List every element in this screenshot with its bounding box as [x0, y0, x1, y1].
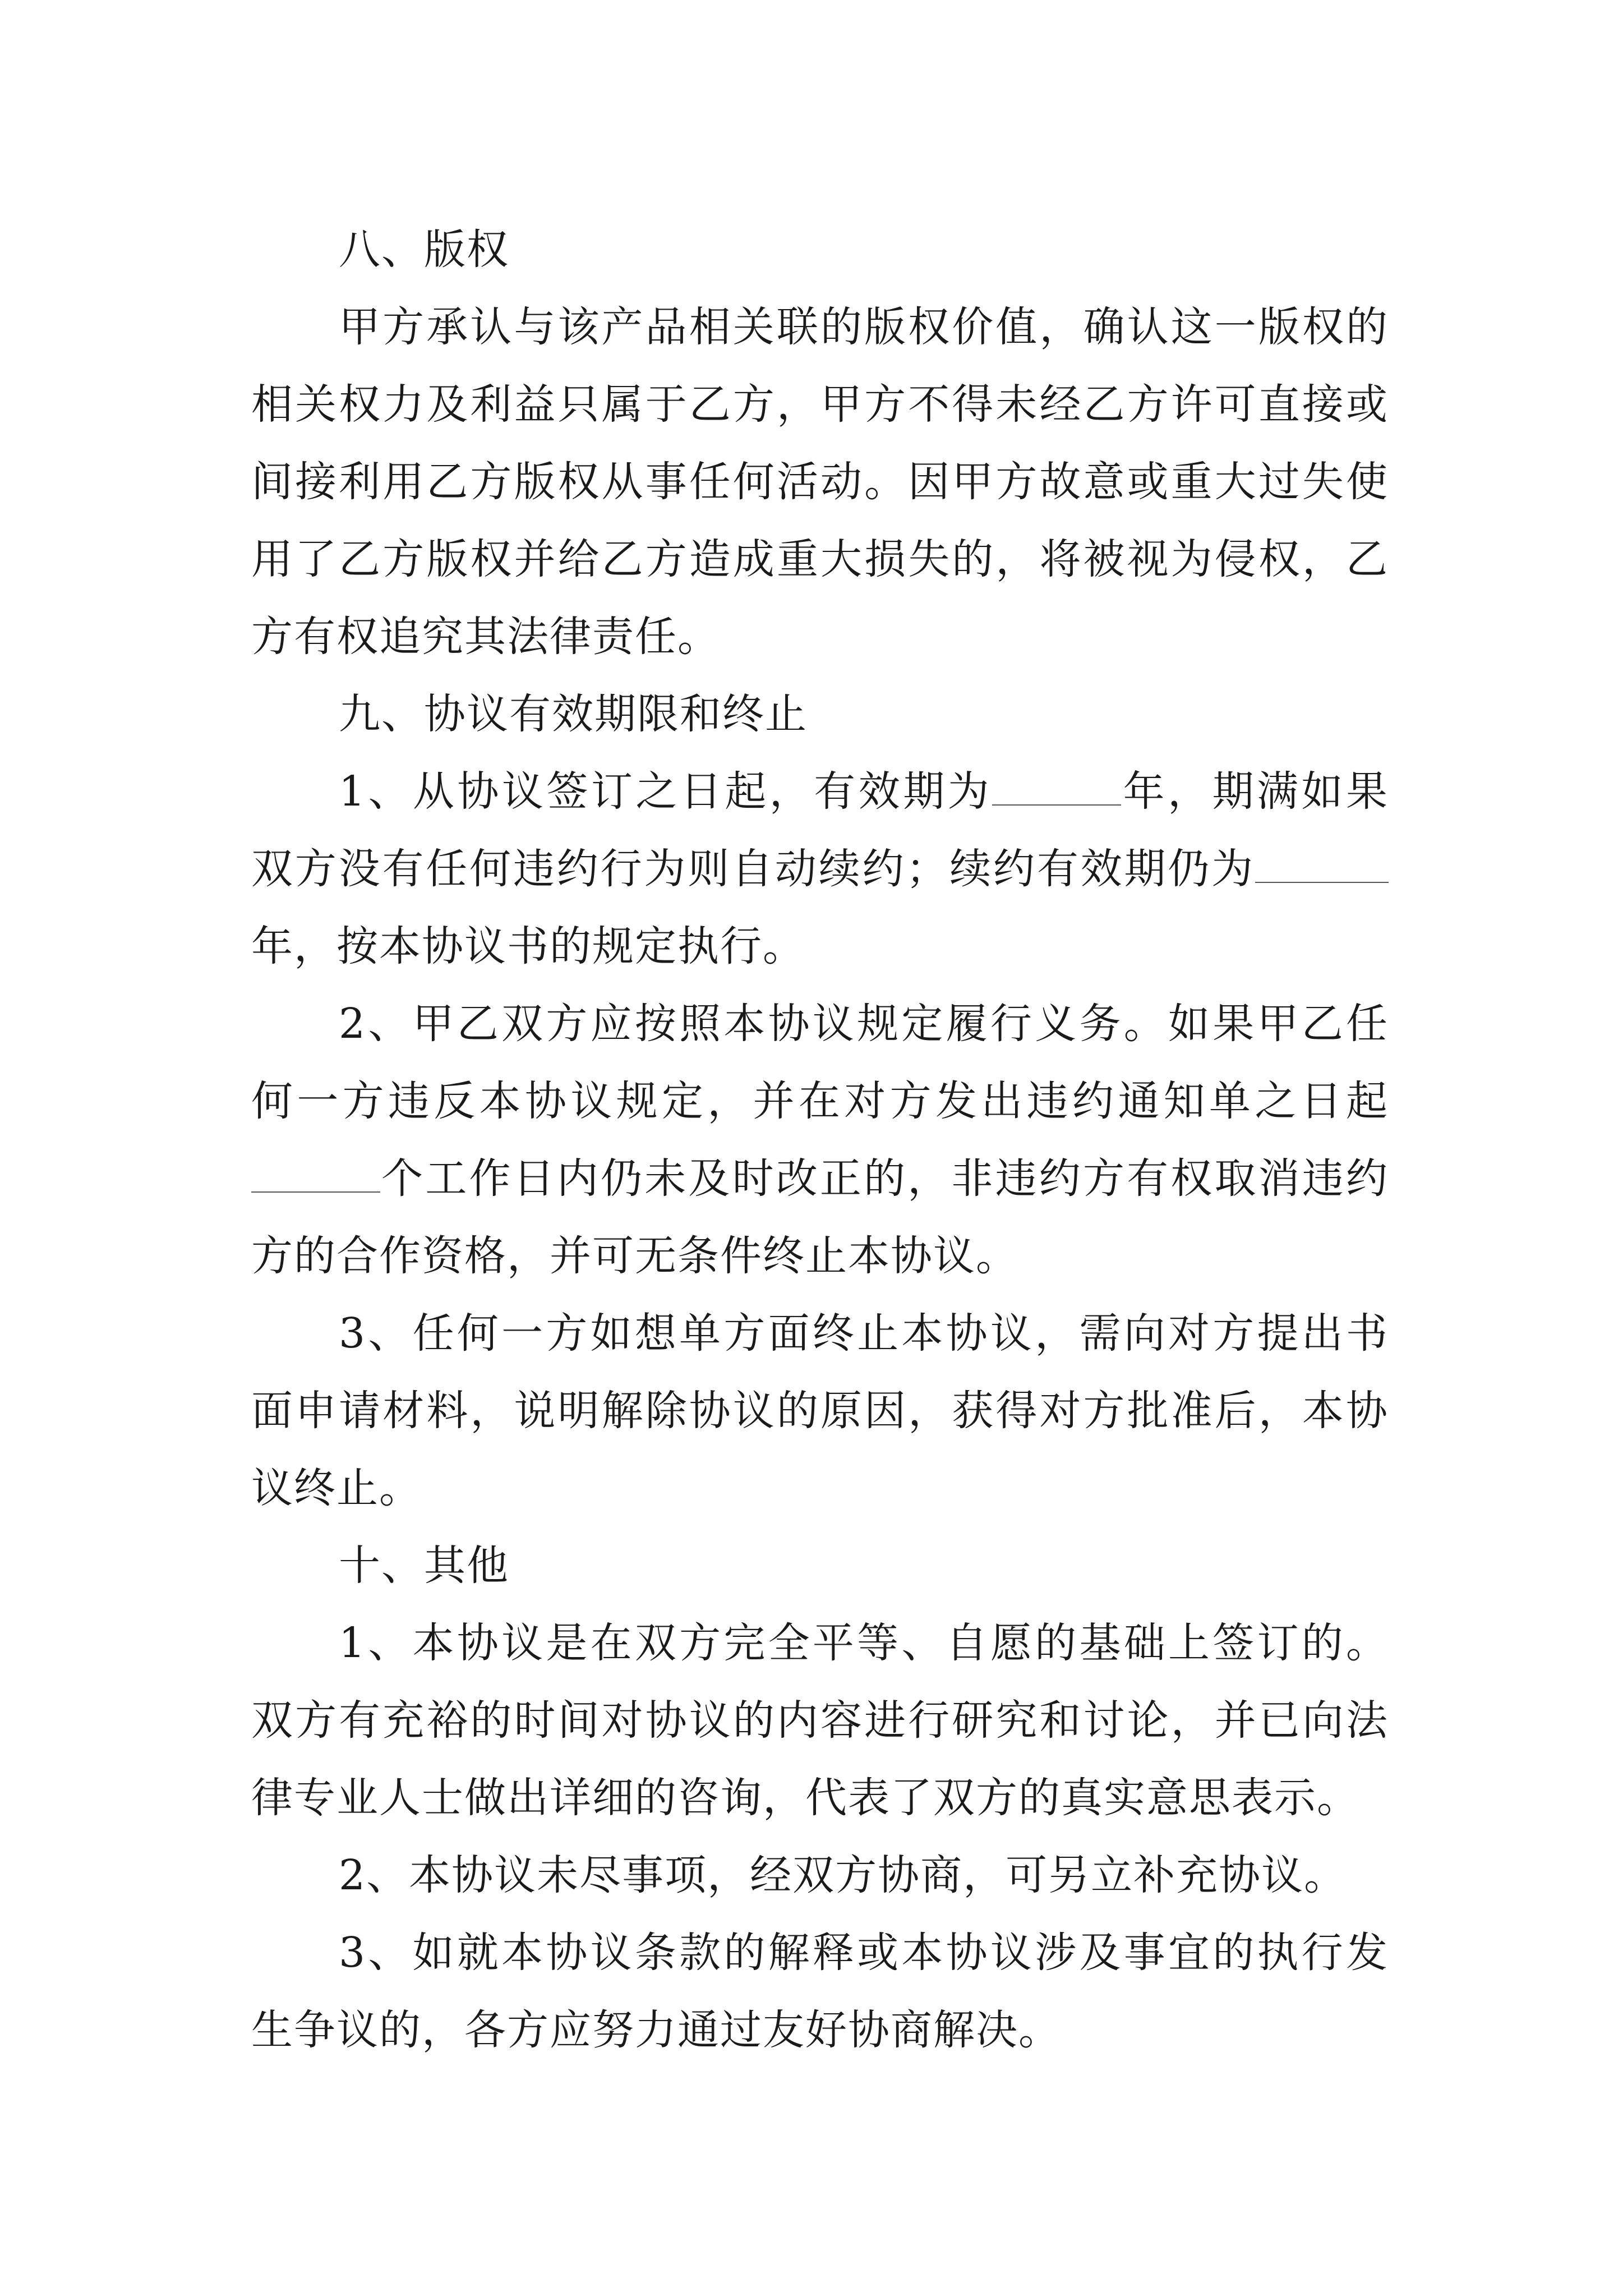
term-paragraph-1-text-c: 年，按本协议书的规定执行。 [251, 922, 805, 970]
term-paragraph-1-text-b: 年，期满如果双方没有任何违约行为则自动续约；续约有效期仍为 [251, 767, 1389, 893]
other-paragraph-2: 2、本协议未尽事项，经双方协商，可另立补充协议。 [339, 1851, 1347, 1899]
section-heading-copyright: 八、版权 [339, 226, 509, 274]
document-body [251, 211, 1389, 2069]
term-paragraph-1 [251, 753, 1389, 985]
blank-renewal-years [1255, 840, 1389, 883]
copyright-paragraph: 甲方承认与该产品相关联的版权价值，确认这一版权的相关权力及利益只属于乙方，甲方不得未经乙方许可直接或间接利用乙方版权从事任何活动。因甲方故意或重大过失使用了乙方版权并给乙方造成重大损失的，将被视为侵权，乙方有权追究其法律责任。 [251, 303, 1389, 661]
term-paragraph-2 [251, 985, 1389, 1295]
section-heading-term: 九、协议有效期限和终止 [339, 690, 808, 738]
term-paragraph-2-text-a: 2、甲乙双方应按照本协议规定履行义务。如果甲乙任何一方违反本协议规定，并在对方发出违约通知单之日起 [251, 1000, 1389, 1125]
section-heading-other: 十、其他 [339, 1542, 509, 1590]
term-paragraph-3: 3、任何一方如想单方面终止本协议，需向对方提出书面申请材料，说明解除协议的原因，获得对方批准后，本协议终止。 [251, 1309, 1389, 1512]
term-paragraph-2-text-b: 个工作日内仍未及时改正的，非违约方有权取消违约方的合作资格，并可无条件终止本协议。 [251, 1154, 1389, 1280]
other-paragraph-3: 3、如就本协议条款的解释或本协议涉及事宜的执行发生争议的，各方应努力通过友好协商解决。 [251, 1929, 1389, 2054]
blank-working-days [251, 1150, 380, 1193]
blank-validity-years [992, 763, 1121, 806]
other-paragraph-1: 1、本协议是在双方完全平等、自愿的基础上签订的。双方有充裕的时间对协议的内容进行研究和讨论，并已向法律专业人士做出详细的咨询，代表了双方的真实意思表示。 [251, 1619, 1389, 1822]
term-paragraph-1-text-a: 1、从协议签订之日起，有效期为 [339, 767, 993, 816]
